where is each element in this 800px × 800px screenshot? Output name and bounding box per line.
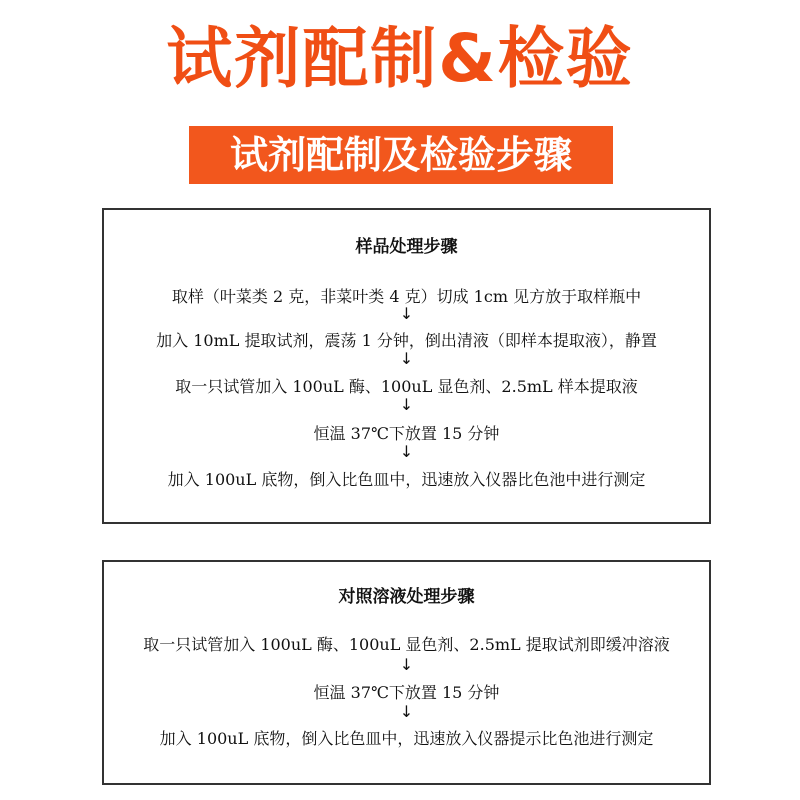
down-arrow-icon: ↓	[399, 702, 414, 721]
section-banner: 试剂配制及检验步骤	[189, 126, 613, 184]
control-panel-heading: 对照溶液处理步骤	[338, 587, 475, 607]
page-title: 试剂配制&检验	[166, 20, 634, 97]
sample-step-1: 取样（叶菜类 2 克，非菜叶类 4 克）切成 1cm 见方放于取样瓶中	[171, 287, 642, 306]
sample-processing-panel	[102, 208, 711, 524]
down-arrow-icon: ↓	[399, 655, 414, 674]
down-arrow-icon: ↓	[399, 442, 414, 461]
down-arrow-icon: ↓	[399, 395, 414, 414]
down-arrow-icon: ↓	[399, 304, 414, 323]
down-arrow-icon: ↓	[399, 349, 414, 368]
sample-step-2: 加入 10mL 提取试剂，震荡 1 分钟，倒出清液（即样本提取液），静置	[156, 331, 657, 350]
sample-step-3: 取一只试管加入 100uL 酶、100uL 显色剂、2.5mL 样本提取液	[175, 377, 638, 396]
control-step-3: 加入 100uL 底物，倒入比色皿中，迅速放入仪器提示比色池进行测定	[159, 729, 654, 748]
control-step-1: 取一只试管加入 100uL 酶、100uL 显色剂、2.5mL 提取试剂即缓冲溶液	[143, 635, 670, 654]
sample-panel-heading: 样品处理步骤	[355, 237, 458, 257]
sample-step-4: 恒温 37℃下放置 15 分钟	[313, 424, 500, 443]
sample-step-5: 加入 100uL 底物，倒入比色皿中，迅速放入仪器比色池中进行测定	[167, 470, 646, 489]
control-processing-panel	[102, 560, 711, 785]
control-step-2: 恒温 37℃下放置 15 分钟	[313, 683, 500, 702]
